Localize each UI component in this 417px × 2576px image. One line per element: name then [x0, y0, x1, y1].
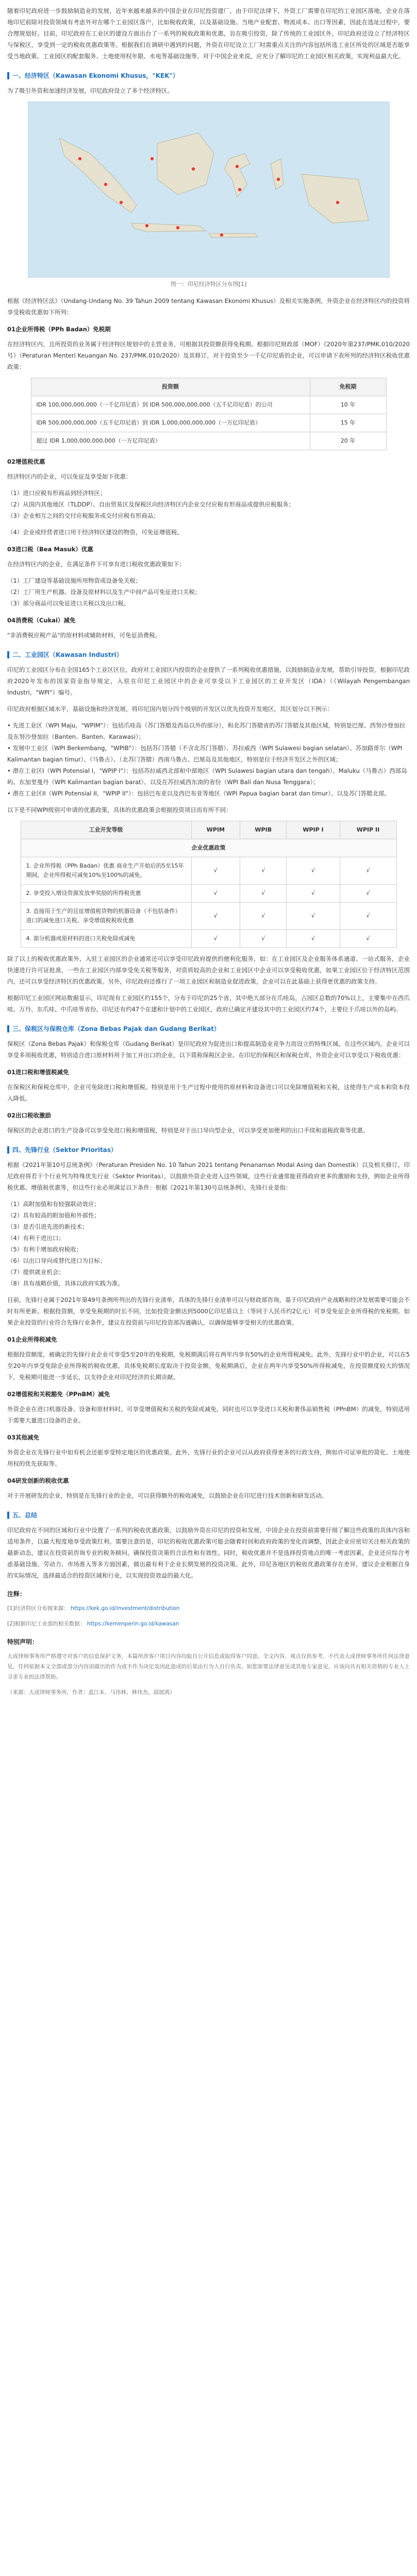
list-item: （1）高附加值和有较强联动效应； [7, 1200, 100, 1208]
check-mark: √ [287, 857, 340, 885]
list-item: （3）是否引进先进的新技术； [7, 1223, 88, 1230]
table-cell: IDR 100,000,000,000（一千亿印尼盾）到 IDR 500,000,000,000（五千亿印尼盾）的公司 [31, 396, 310, 414]
section-marker [7, 1146, 9, 1154]
disclaimer-text: 大成律师事务所严格遵守对客户的信息保护义务，本篇所涉客户项目内容均取自公开信息或取得客户同意。全文内容、观点仅供参考，不代表大成律师事务所任何法律意见，任何依据本文全部或部分内容而做出的作为或不作为决定及因此造成的后果由行为人自行负责。如您需要法律意见或其他专家意见，应该向具有相关资格的专业人士寻求专业的法律帮助。 [7, 1653, 410, 1680]
section-4-sub-1: 01企业所得税减免 [7, 1336, 57, 1343]
table-row [31, 414, 386, 432]
map-caption: 图一：印尼经济特区分布图[1] [170, 281, 247, 287]
section-1-paragraph-2: 在经济特区内，且所投资的业务属于经济特区规划中的主营业务，可根据其投资额获得免税期。根据印尼财政部（MOF）《2020年第237/PMK.010/2020号》（Peraturan Menteri Keuangan No. 237/PMK.010/2020）及其修订，对于投资至少一千亿印尼盾的企业，可以申请下表所列的经济特区税收优惠政策： [7, 341, 410, 370]
table-cell: 4. 部分机器或原材料的进口关税免除或减免 [21, 930, 191, 948]
section-4-paragraph-1: 根据《2021年第10号总统条例》（Peraturan Presiden No. 10 Tahun 2021 tentang Penanaman Modal Asing dan Domestik）以及相关修订，印尼政府将若干个行业列为特殊优先行业（Sektor Prioritas），以鼓励外资企业进入这些领域，这些行业通常能获得政府更多的激励和支持，例如企业所得税优惠、增值税优惠等，但这些行业必须满足以下条件：根据《2021年第130号总统条例》，先锋行业是指： [7, 1161, 410, 1191]
section-4-paragraph-4: 外资企业在进口机器设备、设备和原材料时，可享受增值税和关税的免除或减免，同时也可以享受进口关税和奢侈品销售税（PPnBM）的减免，特别适用于需要大量进口设备的企业。 [7, 1405, 410, 1424]
note-1-link[interactable]: https://kek.go.id/investment/distribution [71, 1605, 180, 1612]
table-header: WPIP II [340, 821, 396, 839]
table-group-header: 企业优惠政策 [21, 839, 396, 857]
section-marker [7, 651, 9, 658]
check-mark: √ [287, 930, 340, 948]
list-item: （5）有利于增加政府税收； [7, 1246, 82, 1253]
wpi-incentive-table [21, 821, 397, 948]
list-item: • 先进工业区（WPI Maju，"WPIM"）：包括爪哇岛（苏门答腊及西岛以外的部分），和北苏门答腊省的苏门答腊及其他区域，特别是巴厘、西努沙登加拉及东努沙登加拉（Banten、Banten、Karawasi）； [7, 722, 406, 740]
check-mark: √ [287, 903, 340, 930]
list-item: （7）提供就业机会； [7, 1268, 64, 1276]
table-cell: 15 年 [310, 414, 386, 432]
disclaimer-title: 特别声明： [7, 1638, 39, 1646]
notes-title: 注释： [7, 1590, 26, 1598]
section-1-intro: 为了吸引外资和加速经济发展，印尼政府设立了多个经济特区。 [7, 87, 173, 94]
section-1-sub-1: 01企业所得税（PPh Badan）免税期 [7, 326, 111, 333]
list-item: （1）工厂建设等基础设施所用物资或设备免关税； [7, 577, 142, 584]
list-item: （3）部分商品可以免征进口关税以及出口税。 [7, 600, 130, 607]
section-5-paragraph-1: 印尼政府在不同的区域和行业中设置了一系列的税收优惠政策，以鼓励外资在印尼的投资和发展，中国企业在投资前需要仔细了解这些政策的具体内容和适用条件，以最大程度地享受政策红利。需要注意的是，印尼的税收优惠政策可能会随着时间和政府政策的变化而调整，因此企业应密切关注相关政策的最新动态，建议在投资前咨询专业的税务顾问，确保投资决策的合法性和有效性。同时，税收优惠并不是选择投资地点的唯一考虑因素，企业还应综合考虑基础设施、劳动力、市场准入等多方面因素，做出最有利于企业长期发展的投资决策。此外，印尼各地区的税收优惠政策存在差异，建议企业根据自身的实际情况，选择最适合的投资区域和行业，以实现投资效益的最大化。 [7, 1527, 410, 1579]
vat-list [7, 487, 410, 521]
check-mark: √ [340, 930, 396, 948]
wpi-list [7, 720, 410, 799]
intro-paragraph: 随着印尼政府进一步鼓励制造业的发展，近年来越来越多的中国企业在印尼投资建厂，由于印尼法律下，外资工厂需要在印尼的工业园区落地，企业在落地印尼前除对投资领域有考虑外对在哪个工业园区落户，比如税收政策，以及基础设施、当地产业配套、物流成本、出口等因素，因此在选址过程中，要合理规划好。目前，印尼政府在工业区的建设方面出台了一系列的税收政策和优惠，旨在吸引投资，除了传统的工业园区外，印尼政府还设立了经济特区与保税区，享受到一定的税收优惠政策等。根据我们在调研中遇到的问题，外资在印尼设立工厂时需重点关注的内容包括所选工业区所处的区域是否能享受当地政策、工业园区的配套服务、土地使用权年限、水电等基础设施等。对于中国企业来说，应充分了解印尼的工业园区相关政策，实现利益最大化。 [7, 7, 410, 60]
section-1-paragraph-3: 经济特区内的企业，可以免征及享受如下优惠： [7, 473, 132, 480]
section-4-paragraph-6: 对于开展研发的企业，特别是在先锋行业的企业，可以获得额外的税收减免，以鼓励企业在印尼进行技术创新和研发活动。 [7, 1492, 327, 1499]
table-cell: 1. 企业所得税（PPh Badan）优惠 商业生产开始后的5至15年期间，企业所得税可减免10%至100%的减免。 [21, 857, 191, 885]
list-item: • 潜在工业区II（WPI Potensial II，"WPIP II"）：包括巴布亚以及西巴布亚等地区（WPI Papua bagian barat dan timur）、以及苏门答腊北部。 [7, 790, 390, 797]
section-2-paragraph-4: 除了以上的税收优惠政策外，入驻工业园区的企业通常还可以享受印尼政府提供的便利化服务，如：在工业园区及企业服务体系通道、一站式服务，企业快速进行许可证批准，一些在工业园区内部享受免关税等服务，对资质较高的企业和工业园区中企业可以享受税收优惠，如果工业园区位于经济特区范围内，还可以享受经济特区的优惠政策。另外，印尼政府还推行了一项工业园区和制造业促进政策，企业可以在此基础上获得更优惠的政策支持。 [7, 955, 410, 985]
list-item: （1）进口应税有形商品到经济特区； [7, 489, 106, 497]
section-4-sub-4: 04研发创新的税收优惠 [7, 1477, 69, 1484]
pioneer-criteria-list [7, 1198, 410, 1289]
check-mark: √ [340, 885, 396, 903]
note-2: [2]根据印尼工业部的相关数据： https://kemenperin.go.id/kawasan [7, 1621, 179, 1627]
section-3-paragraph-3: 保税区的企业进口的生产设备可以享受免进口税和增值税，特别是对于出口导向型企业，可以享受更加便利的出口手续和退税政策等优惠。 [7, 1127, 369, 1134]
check-mark: √ [240, 903, 287, 930]
section-marker [7, 72, 9, 79]
section-2-paragraph-3: 以下是不同WPI级别可申请的优惠政策，具体的优惠政策会根据投资项目而有所不同： [7, 806, 232, 814]
section-1-sub-2: 02增值税优惠 [7, 458, 45, 465]
tax-holiday-table [31, 378, 387, 450]
list-item: （2）具有较高的附加值和外部性； [7, 1212, 100, 1219]
list-item: （4）有利于进出口； [7, 1234, 64, 1242]
section-1-paragraph-1: 根据《经济特区法》（Undang-Undang No. 39 Tahun 2009 tentang Kawasan Ekonomi Khusus）及相关实施条例，外资企业在经济特区内的投资将享受税收优惠如下所列： [7, 297, 410, 316]
section-2-paragraph-1: 印尼的工业园区分布在全国165个工业区区位。政府对工业园区内投资的企业提供了一系列税收优惠措施，以鼓励制造业发展，帮助引导投资。根据印尼政府2020年发布的国家资金指导规定，入驻在印尼工业园区中的企业可享受以下工业园区的工业开发区（IDA）（《Wilayah Pengembangan Industri，"WPI"）编号。 [7, 666, 410, 696]
section-marker [7, 1512, 9, 1519]
section-1-sub-3: 03进口税（Bea Masuk）优惠 [7, 546, 93, 553]
section-2-title: 二、工业园区（Kawasan Industri） [7, 650, 410, 659]
list-item: （8）具有战略价值，具体以政府实践为准。 [7, 1280, 124, 1287]
check-mark: √ [287, 885, 340, 903]
note-1: [1]经济特区分布图来源： https://kek.go.id/investment/distribution [7, 1605, 180, 1612]
check-mark: √ [191, 885, 240, 903]
table-cell: 10 年 [310, 396, 386, 414]
section-marker [7, 1025, 9, 1032]
section-3-paragraph-2: 在保税区和保税仓库中，企业可免除进口税和增值税。特别是用于生产过程中使用的原材料和设备进口可以免除增值税和关税，这使得生产成本和资本投入降低。 [7, 1083, 410, 1102]
indonesia-map-graphic [28, 102, 389, 277]
section-4-paragraph-5: 外资企业在先锋行业中如有机会还能享受特定地区的优惠政策。此外，先锋行业的企业可以从政府获得更多的行政支持，例如许可证审批的简化、土地使用权的优先获取等。 [7, 1449, 410, 1467]
table-cell: 20 年 [310, 432, 386, 450]
table-row [21, 903, 396, 930]
duty-list [7, 575, 410, 609]
section-3-paragraph-1: 保税区（Zona Bebas Pajak）和保税仓库（Gudang Berikat）是印尼政府为促进出口和提高制造业竞争力而设立的特殊区域。在这些区域内，企业可以享受多项税收优惠，特别适合进口原材料用于加工并出口的企业，以下简称保税区企业。在印尼的保税区和保税仓库，外资企业可以享受以下税收优惠： [7, 1040, 410, 1059]
list-item: （6）以出口导向或替代进口为目标； [7, 1257, 106, 1264]
section-4-sub-3: 03其他减免 [7, 1434, 40, 1441]
section-3-sub-2: 02出口税收激励 [7, 1112, 52, 1119]
table-row [21, 930, 396, 948]
section-4-title: 四、先锋行业（Sektor Prioritas） [7, 1145, 410, 1154]
check-mark: √ [240, 857, 287, 885]
note-2-link[interactable]: https://kemenperin.go.id/kawasan [87, 1621, 179, 1627]
list-item: • 潜在工业区I（WPI Potensial I，"WPIP I"）：包括苏拉威西北部和中部地区（WPI Sulawesi bagian utara dan tengah）、Maluku（马鲁古）西部岛屿、东加里曼丹（WPI Kalimantan bagian barat）、以及在苏拉威西东南的省份（WPI Bali dan Nusa Tenggara）； [7, 767, 407, 786]
check-mark: √ [191, 857, 240, 885]
section-1-paragraph-5: "非消费税应税产品"的原材料或辅助材料，可免征消费税。 [7, 632, 161, 639]
list-item: （3）企业相互之间的交付应税服务或交付应税有形商品； [7, 512, 159, 519]
table-cell: 2. 享受投入增设资源发放率奖励的所得税优惠 [21, 885, 191, 903]
section-2-paragraph-2: 印尼政府根据区域水平，基础设施和经济发展，将印尼国内划分四个级别的开发区以优先投资开发地区，其区划分以下例示： [7, 705, 333, 713]
table-cell: 超过 IDR 1,000,000,000,000（一万亿印尼盾） [31, 432, 310, 450]
section-5-title: 五、总结 [7, 1511, 410, 1519]
table-row [31, 396, 386, 414]
section-3-title: 三、保税区与保税仓库（Zona Bebas Pajak dan Gudang Berikat） [7, 1024, 410, 1033]
table-header: WPIB [240, 821, 287, 839]
author-note: （来源：大成律师事务所，作者：蓝江本、马伟林、林伟杰、邱展鸿） [7, 1689, 175, 1696]
kek-map [28, 101, 390, 278]
check-mark: √ [340, 857, 396, 885]
section-3-sub-1: 01进口税和增值税减免 [7, 1069, 69, 1076]
page-bottom-spacer [7, 1703, 410, 1723]
check-mark: √ [191, 930, 240, 948]
table-header: WPIP I [287, 821, 340, 839]
list-item: • 发展中工业区（WPI Berkembang，"WPIB"）：包括苏门答腊（不含北苏门答腊）、苏拉威西（WPI Sulawesi bagian selatan）、苏加路哥尔（WPI Kalimantan bagian timur）、（马鲁古）、（北苏门答腊）西南马鲁古、巴厘岛及其他地区，特别是位于经济开发区之外的区域； [7, 744, 403, 763]
check-mark: √ [191, 903, 240, 930]
section-4-paragraph-2: 目前，先锋行业属于2021年第49号条例所列出的先锋行业清单，具体的先锋行业清单可以与财政部咨询，基于印尼政府产业战略和经济发展需要可能会不时有所更新。根据投资额，享受免税期的时长不同，比如投资金额达到5000亿印尼盾以上（等同于人民币约2亿元）可享受免征企业所得税的免税期。如果企业投资的行业符合先锋行业条件，建议在投资前与印尼投资部沟通确认，以确保能够享受相关的优惠政策。 [7, 1296, 410, 1326]
check-mark: √ [240, 930, 287, 948]
table-header: 投资额 [31, 378, 310, 396]
check-mark: √ [240, 885, 287, 903]
table-cell: IDR 500,000,000,000（五千亿印尼盾）到 IDR 1,000,000,000,000（一万亿印尼盾） [31, 414, 310, 432]
vat-note: （4）企业或经营者进口用于经济特区建设的物资，可免征增值税。 [7, 529, 183, 536]
section-1-title: 一、经济特区（Kawasan Ekonomi Khusus，"KEK"） [7, 71, 410, 80]
section-4-sub-2: 02增值税和关税豁免（PPnBM）减免 [7, 1391, 110, 1398]
list-item: （2）工厂用生产机器、设备及原材料以及生产中间产品可免征进口关税； [7, 588, 201, 596]
list-item: （2）从国内其他地区（TLDDP）、自由贸易区及保税区向经济特区内企业交付应税有形商品或提供应税服务； [7, 501, 295, 508]
table-header: WPIM [191, 821, 240, 839]
section-1-sub-4: 04消费税（Cukai）减免 [7, 617, 76, 624]
table-row [21, 885, 396, 903]
check-mark: √ [340, 903, 396, 930]
section-2-paragraph-5: 根据印尼工业园区网站数据显示，印尼现有工业园区约155个，分布于印尼的25个省，其中绝大部分在爪哇岛，占园区总数的70%以上，主要集中在西爪哇、万丹、东爪哇、中爪哇等省份。印尼还有约47个在建和计划中的工业园区，政府已确定并建设其中的工业园区约74个，主要位于爪哇以外的岛屿。 [7, 994, 410, 1013]
section-4-paragraph-3: 根据投资额度，被确定的先锋行业企业可享受5至20年的免税期，免税期满后将在两年内享有50%的企业所得税减免。此外，先锋行业中的企业，可以在5至20年内享受免除企业所得税的税收优惠，具体免税期长度取决于投资金额，免税期满后，企业在两年内享受50%所得税减免，在投资额度较大的情况下，免税期可能进一步延长，以支持企业对印尼经济的长期贡献。 [7, 1351, 410, 1381]
table-cell: 3. 直接用于生产的且征增值税货物的机器设备（不包括备件）进口的减免进口关税。享受增值税税收优惠 [21, 903, 191, 930]
table-row [21, 857, 396, 885]
section-1-paragraph-4: 在经济特区内的企业，在满足条件下可享有进口税收优惠政策如下： [7, 561, 185, 568]
article [0, 5, 417, 1723]
table-header: 工业开发等级 [21, 821, 191, 839]
table-header: 免税期 [310, 378, 386, 396]
table-row [31, 432, 386, 450]
